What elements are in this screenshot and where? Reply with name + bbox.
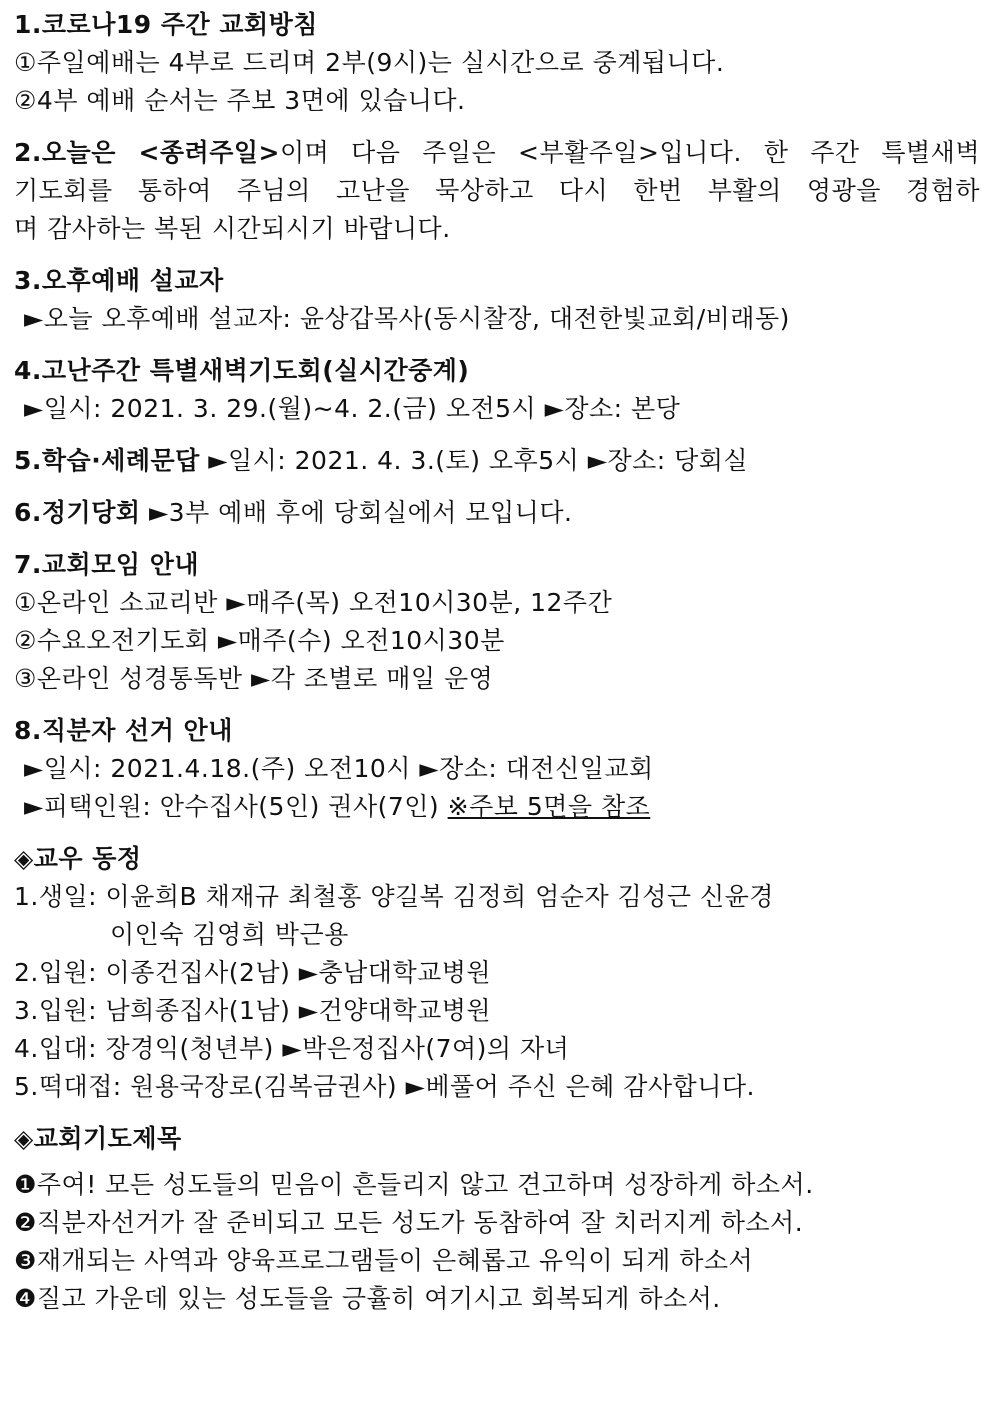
text-fragment: 이며 다음 주일은 <부활주일>입니다. 한 주간 특별새벽 — [279, 138, 980, 167]
text-line: ③온라인 성경통독반 ►각 조별로 매일 운영 — [14, 664, 494, 693]
section-member-news — [14, 840, 980, 1106]
text-fragment: ►피택인원: 안수집사(5인) 권사(7인) — [24, 792, 448, 821]
text-line: 며 감사하는 복된 시간되시기 바랍니다. — [14, 214, 451, 243]
section-title: 3.오후예배 설교자 — [14, 266, 224, 295]
text-line: ①온라인 소교리반 ►매주(목) 오전10시30분, 12주간 — [14, 588, 613, 617]
text-line — [14, 134, 980, 172]
bulletin-page — [14, 6, 980, 1318]
text-line: ►일시: 2021. 3. 29.(월)∼4. 2.(금) 오전5시 ►장소: 본당 — [24, 394, 681, 423]
section-palm-sunday — [14, 134, 980, 248]
section-title: 7.교회모임 안내 — [14, 550, 199, 579]
prayer-item: ❸재개되는 사역과 양육프로그램들이 은혜롭고 유익이 되게 하소서 — [14, 1246, 754, 1275]
section-dawn-prayer — [14, 352, 980, 428]
section-title: ◈교회기도제목 — [14, 1124, 182, 1153]
text-fragment: ►일시: 2021. 4. 3.(토) 오후5시 ►장소: 당회실 — [199, 446, 749, 475]
text-line: ②4부 예배 순서는 주보 3면에 있습니다. — [14, 86, 466, 115]
text-line: ►오늘 오후예배 설교자: 윤상갑목사(동시찰장, 대전한빛교회/비래동) — [24, 304, 790, 333]
text-line: 1.생일: 이윤희B 채재규 최철홍 양길복 김정희 엄순자 김성근 신윤경 — [14, 882, 774, 911]
section-title: ◈교우 동정 — [14, 844, 142, 873]
section-church-meetings — [14, 546, 980, 698]
text-line: 2.입원: 이종건집사(2남) ►충남대학교병원 — [14, 958, 492, 987]
section-title: 5.학습·세례문답 — [14, 446, 200, 475]
section-officer-election — [14, 712, 980, 826]
section-baptism-exam — [14, 442, 980, 480]
section-title: 1.코로나19 주간 교회방침 — [14, 10, 318, 39]
section-title: 8.직분자 선거 안내 — [14, 716, 233, 745]
prayer-item: ❷직분자선거가 잘 준비되고 모든 성도가 동참하여 잘 치러지게 하소서. — [14, 1208, 804, 1237]
text-line: 4.입대: 장경익(청년부) ►박은정집사(7여)의 자녀 — [14, 1034, 570, 1063]
text-line — [14, 788, 980, 826]
section-covid-policy — [14, 6, 980, 120]
section-title: 6.정기당회 — [14, 498, 141, 527]
section-afternoon-preacher — [14, 262, 980, 338]
see-bulletin-note: ※주보 5면을 참조 — [447, 792, 651, 821]
text-line: ②수요오전기도회 ►매주(수) 오전10시30분 — [14, 626, 505, 655]
text-line — [14, 494, 980, 532]
section-session-meeting — [14, 494, 980, 532]
text-line: ►일시: 2021.4.18.(주) 오전10시 ►장소: 대전신일교회 — [24, 754, 654, 783]
text-line: 3.입원: 남희종집사(1남) ►건양대학교병원 — [14, 996, 492, 1025]
text-fragment: ►3부 예배 후에 당회실에서 모입니다. — [140, 498, 573, 527]
text-line — [14, 442, 980, 480]
text-line: 기도회를 통하여 주님의 고난을 묵상하고 다시 한번 부활의 영광을 경험하 — [14, 176, 980, 205]
text-line: 이인숙 김영희 박근용 — [110, 920, 349, 949]
section-title: 2.오늘은 <종려주일> — [14, 138, 280, 167]
text-line: ①주일예배는 4부로 드리며 2부(9시)는 실시간으로 중계됩니다. — [14, 48, 725, 77]
text-line: 5.떡대접: 원용국장로(김복금권사) ►베풀어 주신 은혜 감사합니다. — [14, 1072, 755, 1101]
prayer-item: ❹질고 가운데 있는 성도들을 긍휼히 여기시고 회복되게 하소서. — [14, 1284, 721, 1313]
prayer-item: ❶주여! 모든 성도들의 믿음이 흔들리지 않고 견고하며 성장하게 하소서. — [14, 1170, 814, 1199]
section-prayer-requests — [14, 1120, 980, 1318]
section-title: 4.고난주간 특별새벽기도회(실시간중계) — [14, 356, 470, 385]
